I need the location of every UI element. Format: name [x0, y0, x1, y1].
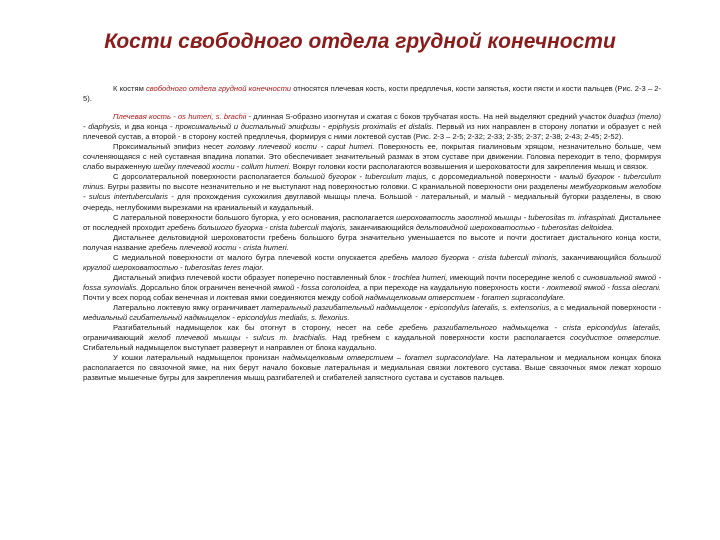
- term: латеральный разгибательный надмыщелок - epicondylus lateralis, s. extensorius,: [261, 302, 552, 312]
- term: шероховатость заостной мышцы - tuberositas m. infraspinati.: [396, 212, 618, 222]
- term: trochlea humeri,: [392, 272, 448, 282]
- text: - длинная S-образно изогнутая и сжатая с боков трубчатая кость. На ней выделяют средний участок: [246, 112, 609, 122]
- text: и два конца -: [122, 122, 176, 132]
- text: имеющий почти посередине желоб с: [447, 272, 583, 282]
- text: С дорсолатеральной поверхности располагается: [113, 172, 294, 182]
- text: Дорсально блок ограничен венечной: [138, 282, 273, 292]
- term: гребень большого бугорка - crista tuberculi majoris,: [166, 222, 348, 232]
- paragraph-extensor-epicondyle: [83, 323, 661, 353]
- term: надмыщелковым отверстием - foramen supracondylare.: [365, 292, 566, 302]
- text: На латеральном и медиальном концах блока располагается по связочной ямке, на них берут начало боковые латеральная и медиальная связки локтевого сустава. Выше связочных ямок лежат хорошо развитые мышечные бугры для закрепления мышц разгибателей и сгибателей запястного сустава и суставов пальцев.: [83, 353, 661, 383]
- term: головку плечевой кости - caput humeri.: [227, 142, 375, 152]
- term: гребень разгибательного надмыщелка - crista epicondylus lateralis,: [398, 323, 661, 333]
- text: Над гребнем с каудальной поверхности кости располагается: [327, 333, 571, 343]
- term: синовиальной ямкой - fossa synovialis.: [83, 272, 662, 292]
- text: Первый из них направлен в сторону лопатки и образует с ней плечевой сустав, а второй - в сторону костей предплечья, формируя с ними локтевой сустав (Рис. 2-3 – 2-5; 2-32; 2-33; 2-35; 2-37; 2-38; 2-43; 2-45; 2-52).: [83, 122, 661, 142]
- text: Дистальный эпифиз плечевой кости образует поперечно поставленный блок -: [113, 272, 393, 282]
- term: локтевой ямкой - fossa olecrani.: [546, 282, 661, 292]
- text: Почти у всех пород собак венечная и локтевая ямки соединяются между собой: [83, 292, 366, 302]
- paragraph-cat: [83, 353, 661, 383]
- text: К костям: [113, 84, 146, 93]
- text: ограничивающий: [83, 333, 149, 343]
- text: заканчивающийся: [347, 222, 416, 232]
- term: надмыщелковым отверстием – foramen supracondylare.: [282, 353, 491, 363]
- term: большой бугорок - tuberculum majus,: [293, 172, 429, 182]
- text: Дистальнее от последней проходит: [83, 212, 662, 232]
- term: гребень плечевой кости - crista humeri.: [148, 242, 289, 252]
- paragraph-intro: [83, 84, 661, 104]
- text: Бугры развиты по высоте незначительно и не выступают над поверхностью головки. С краниальной поверхности они разделены: [105, 182, 571, 192]
- term: дельтовидной шероховатостью - tuberositas deltoidea.: [415, 222, 614, 232]
- paragraph-proximal-epiphysis: [83, 142, 661, 172]
- text: относятся плечевая кость, кости предплечья, кости запястья, кости пясти и кости пальцев (Рис. 2-3 – 2-5).: [83, 84, 662, 104]
- term: Плечевая кость - os humeri, s. brachii: [113, 112, 247, 122]
- term: большой круглой шероховатостью - tuberositas teres major.: [83, 252, 662, 272]
- text: Дистальнее дельтовидной шероховатости гребень большого бугра значительно уменьшается по высоте и почти достигает дистального конца кости, получая название: [83, 232, 661, 252]
- paragraph-distal-epiphysis: [83, 273, 661, 303]
- paragraph-epicondyles: [83, 303, 661, 323]
- text: а с медиальной поверхности -: [551, 302, 661, 312]
- term: межбугорковым желобом - sulcus intertubercularis: [83, 182, 661, 202]
- term: гребень малого бугорка - crista tuberculi minoris,: [379, 252, 559, 262]
- term: свободного отдела грудной конечности: [145, 84, 292, 93]
- page-title: Кости свободного отдела грудной конечности: [104, 30, 616, 53]
- term: диафиз (тело) - diaphysis,: [83, 112, 661, 132]
- paragraph-medial-surface: [83, 253, 661, 273]
- term: ямкой - fossa coronoidea,: [273, 282, 362, 292]
- text: Вокруг головки кости располагаются возвышения и шероховатости для закрепления мышц и связок.: [290, 162, 649, 172]
- term: медиальный сгибательный надмыщелок - epicondylus medialis, s. flexorius.: [83, 313, 350, 323]
- term: малый бугорок - tuberculum minus.: [83, 172, 661, 192]
- document-body: [83, 84, 661, 383]
- term: сосудистое отверстие.: [570, 333, 661, 343]
- text: С медиальной поверхности от малого бугра плечевой кости опускается: [113, 252, 380, 262]
- text: Проксимальный эпифиз несет: [113, 142, 228, 152]
- text: Поверхность ее, покрытая гиалиновым хрящом, незначительно больше, чем сочленяющаяся с ней суставная впадина лопатки. Это обеспечивает значительный размах в этом суставе при движении. Головка переходит в тело, формируя слабо выраженную: [83, 142, 661, 172]
- text: Сгибательный надмыщелок выступает развернут и направлен от блока каудально.: [83, 343, 377, 353]
- text: - для прохождения сухожилия двуглавой мышцы плеча. Большой - латеральный, и малый - медиальный бугорки разделены, в свою очередь, неглубокими вырезками на краниальный и каудальный.: [83, 192, 661, 212]
- paragraph-lateral-surface: [83, 213, 661, 233]
- text: Разгибательный надмыщелок как бы отогнут в сторону, несет на себе: [113, 323, 399, 333]
- term: проксимальный и дистальный эпифизы - epiphysis proximalis et distalis.: [175, 122, 434, 132]
- text: С латеральной поверхности большого бугорка, у его основания, располагается: [113, 212, 397, 222]
- text: Латерально локтевую ямку ограничивает: [113, 302, 262, 312]
- text: с дорсомедиальной поверхности -: [428, 172, 560, 182]
- paragraph-deltoid: [83, 233, 661, 253]
- text: заканчивающийся: [558, 252, 630, 262]
- term: желоб плечевой мышцы - sulcus m. brachialis.: [148, 333, 328, 343]
- paragraph-humerus: [83, 112, 661, 142]
- text: У кошки латеральный надмыщелок пронизан: [113, 353, 283, 363]
- paragraph-tubercles: [83, 172, 661, 212]
- term: шейку плечевой кости - collum humeri.: [153, 162, 291, 172]
- text: а при переходе на каудальную поверхность кости -: [361, 282, 547, 292]
